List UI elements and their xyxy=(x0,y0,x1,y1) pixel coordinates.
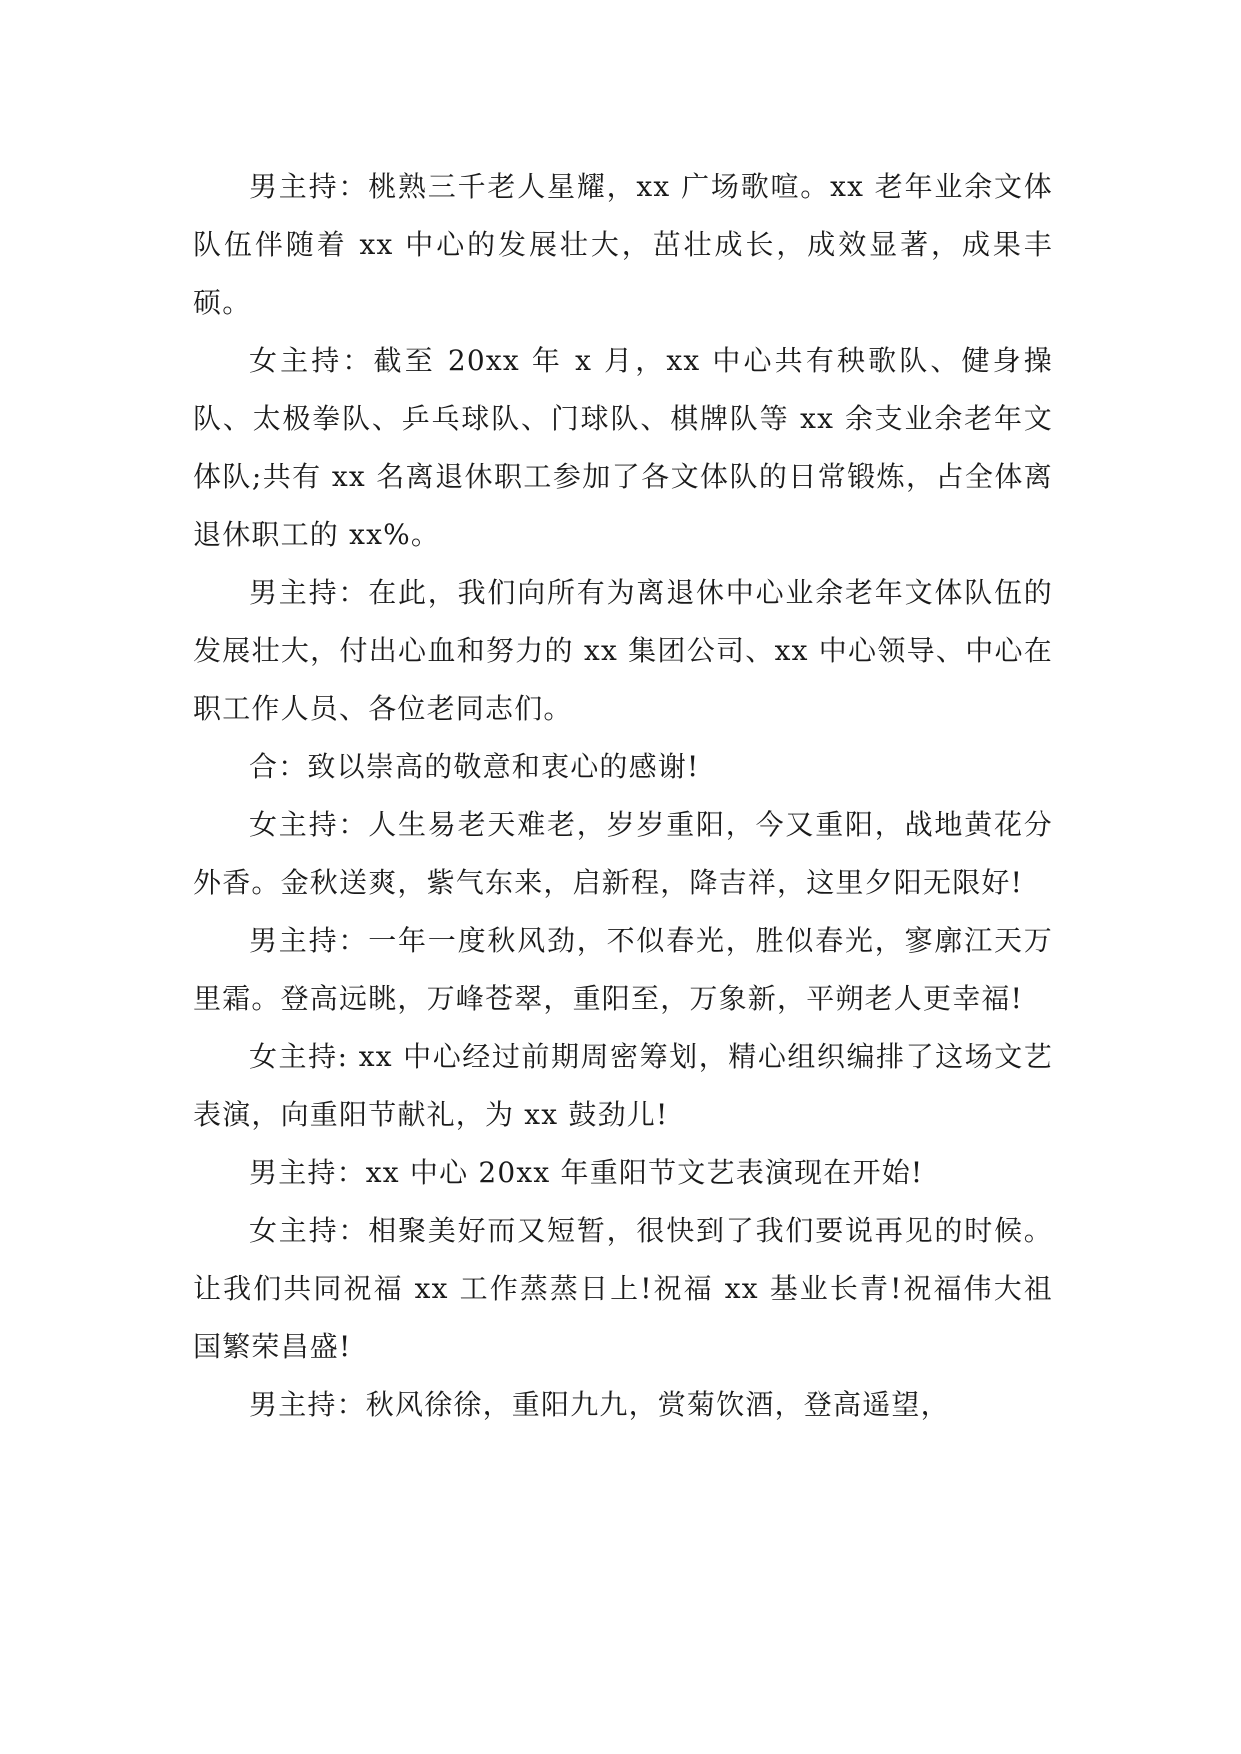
paragraph-host-male-3: 男主持：一年一度秋风劲，不似春光，胜似春光，寥廓江天万里霜。登高远眺，万峰苍翠，重阳至，万象新，平朔老人更幸福! xyxy=(193,924,1053,1015)
paragraph-host-male-4: 男主持：xx 中心 20xx 年重阳节文艺表演现在开始! xyxy=(249,1156,924,1189)
paragraph-together: 合：致以崇高的敬意和衷心的感谢! xyxy=(249,750,700,783)
paragraph-host-male-5: 男主持：秋风徐徐，重阳九九，赏菊饮酒，登高遥望， xyxy=(249,1388,950,1421)
paragraph-host-female-2: 女主持：人生易老天难老，岁岁重阳，今又重阳，战地黄花分外香。金秋送爽，紫气东来，启新程，降吉祥，这里夕阳无限好! xyxy=(193,808,1053,899)
paragraph-host-female-1: 女主持：截至 20xx 年 x 月，xx 中心共有秧歌队、健身操队、太极拳队、乒乓球队、门球队、棋牌队等 xx 余支业余老年文体队;共有 xx 名离退休职工参加了各文体队的日常锻炼，占全体离退休职工的 xx%。 xyxy=(193,344,1053,551)
paragraph-host-male-2: 男主持：在此，我们向所有为离退休中心业余老年文体队伍的发展壮大，付出心血和努力的 xx 集团公司、xx 中心领导、中心在职工作人员、各位老同志们。 xyxy=(193,576,1053,725)
paragraph-host-female-4: 女主持：相聚美好而又短暂，很快到了我们要说再见的时候。让我们共同祝福 xx 工作蒸蒸日上!祝福 xx 基业长青!祝福伟大祖国繁荣昌盛! xyxy=(193,1214,1053,1363)
paragraph-host-male-1: 男主持：桃熟三千老人星耀，xx 广场歌喧。xx 老年业余文体队伍伴随着 xx 中心的发展壮大，茁壮成长，成效显著，成果丰硕。 xyxy=(193,170,1053,319)
paragraph-host-female-3: 女主持: xx 中心经过前期周密筹划，精心组织编排了这场文艺表演，向重阳节献礼，为 xx 鼓劲儿! xyxy=(193,1040,1053,1131)
document-body xyxy=(193,158,1053,1434)
